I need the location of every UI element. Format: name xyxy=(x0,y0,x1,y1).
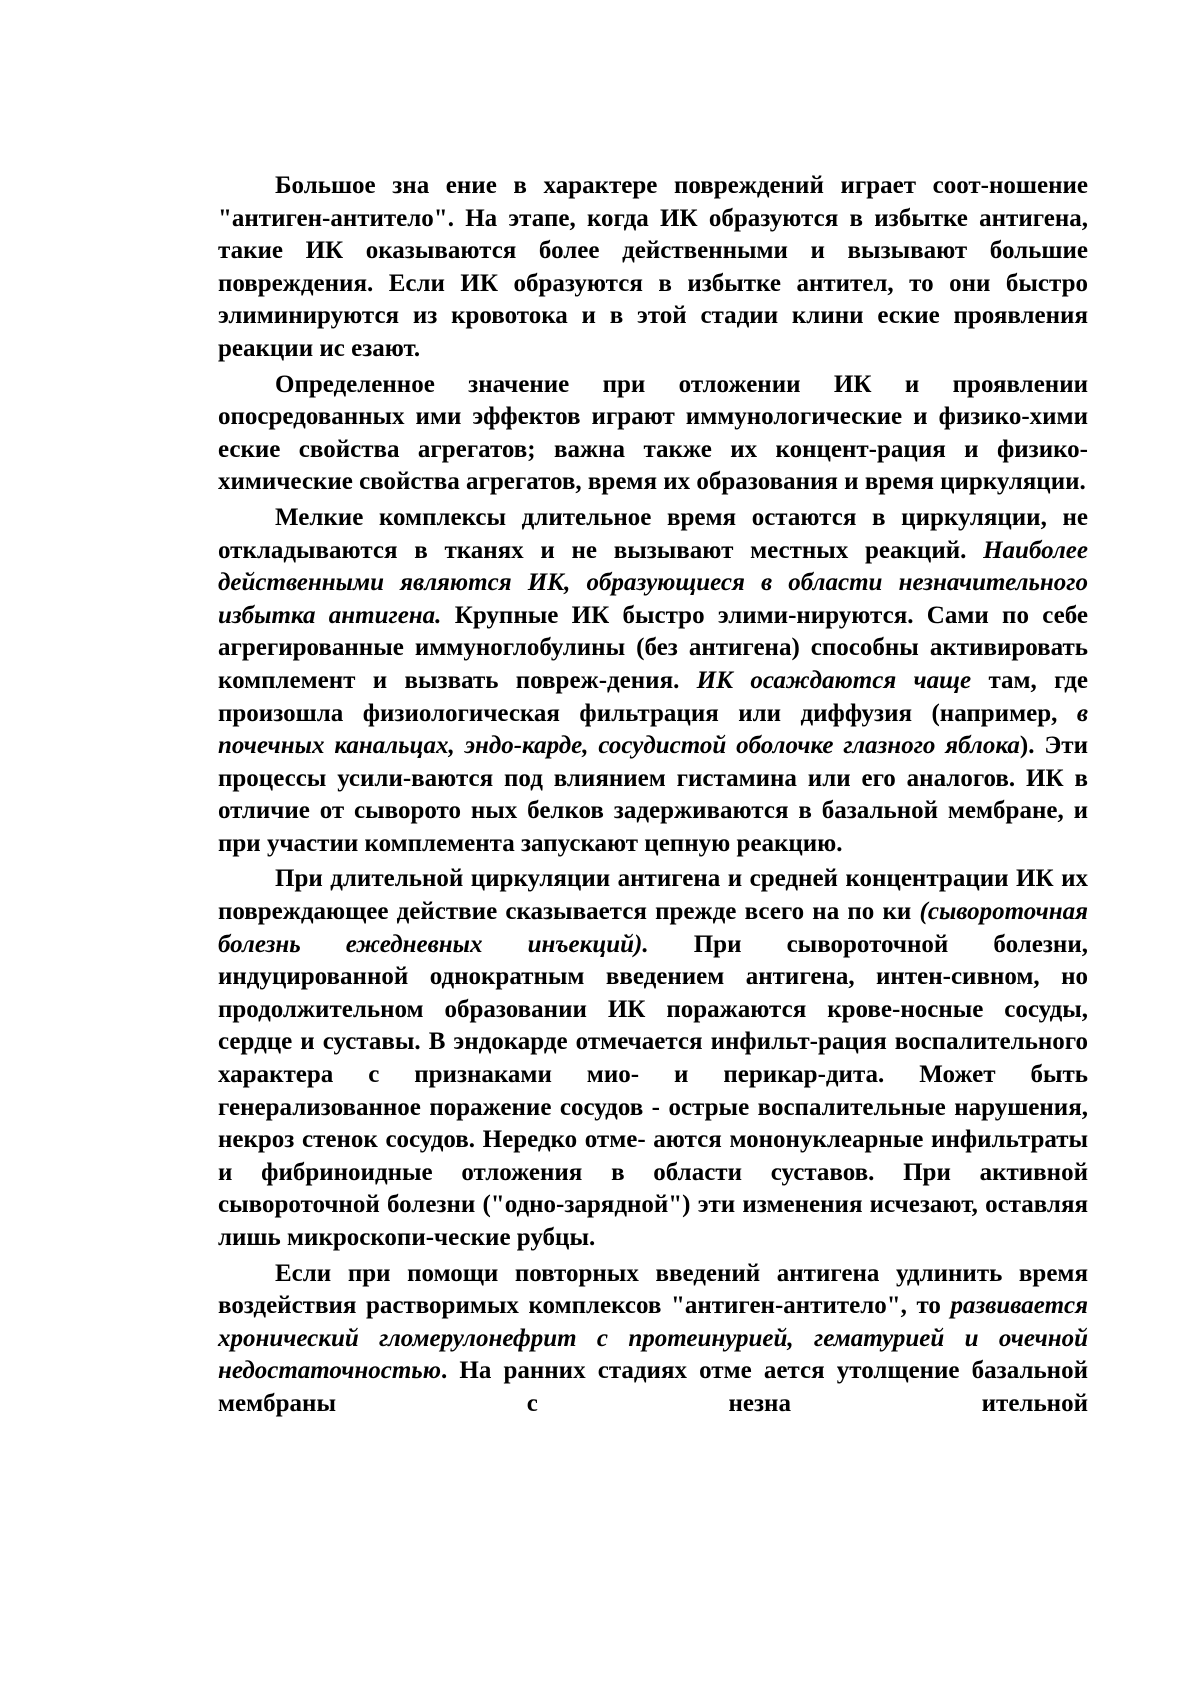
italic-text-segment: развивается хронический гломерулонефрит с протеинурией, гематурией и очечной недостаточностью xyxy=(218,1292,1088,1385)
paragraph-4 xyxy=(218,863,1088,1254)
text-segment: Мелкие комплексы длительное время остаются в циркуляции, не откладываются в тканях и не вызывают местных реакций. xyxy=(218,503,1088,564)
italic-text-segment: ИК осаждаются чаще xyxy=(696,666,972,694)
text-segment: там, где произошла физиологическая фильтрация или диффузия (например, xyxy=(218,666,1088,727)
italic-text-segment: (сывороточная болезнь ежедневных инъекций). xyxy=(218,898,1088,958)
text-segment: . На ранних стадиях отме ается утолщение базальной мембраны с незна ительной xyxy=(218,1357,1088,1417)
italic-text-segment: Наиболее действенными являются ИК, образующиеся в области незначительного избытка антигена. xyxy=(218,536,1088,629)
paragraph-3 xyxy=(218,502,1088,861)
document-page xyxy=(218,170,1088,1424)
text-segment: Крупные ИК быстро элими-нируются. Сами по себе агрегированные иммуноглобулины (без антигена) способны активировать комплемент и вызвать повреж-дения. xyxy=(218,601,1088,694)
text-segment: При сывороточной болезни, индуцированной однократным введением антигена, интен-сивном, но продолжительном образовании ИК поражаются крове-носные сосуды, сердце и суставы. В эндокарде отмечается инфильт-рация воспалительного характера с признаками мио- и перикар-дита. Может быть генерализованное поражение сосудов - острые воспалительные нарушения, некроз стенок сосудов. Нередко отме- аются мононуклеарные инфильтраты и фибриноидные отложения в области суставов. При активной сывороточной болезни ("одно-зарядной") эти изменения исчезают, оставляя лишь микроскопи-ческие рубцы. xyxy=(218,930,1088,1251)
text-segment: Большое зна ение в характере повреждений играет соот-ношение "антиген-антитело". На этапе, когда ИК образуются в избытке антигена, такие ИК оказываются более действенными и вызывают большие повреждения. Если ИК образуются в избытке антител, то они быстро элиминируются из кровотока и в этой стадии клини еские проявления реакции ис езают. xyxy=(218,172,1088,362)
paragraph-2 xyxy=(218,369,1088,499)
text-segment: ). Эти процессы усили-ваются под влиянием гистамина или его аналогов. ИК в отличие от сыворото ных белков задерживаются в базальной мембране, и при участии комплемента запускают цепную реакцию. xyxy=(218,732,1088,857)
paragraph-5 xyxy=(218,1258,1088,1421)
paragraph-1 xyxy=(218,170,1088,366)
italic-text-segment: в почечных канальцах, эндо-карде, сосудистой оболочке глазного яблока xyxy=(218,699,1088,760)
text-segment: Определенное значение при отложении ИК и проявлении опосредованных ими эффектов играют иммунологические и физико-хими еские свойства агрегатов; важна также их концент-рация и физико-химические свойства агрегатов, время их образования и время циркуляции. xyxy=(218,370,1088,496)
text-segment: Если при помощи повторных введений антигена удлинить время воздействия растворимых комплексов "антиген-антитело", то xyxy=(218,1259,1088,1320)
text-segment: При длительной циркуляции антигена и средней концентрации ИК их повреждающее действие сказывается прежде всего на по ки xyxy=(218,865,1088,926)
